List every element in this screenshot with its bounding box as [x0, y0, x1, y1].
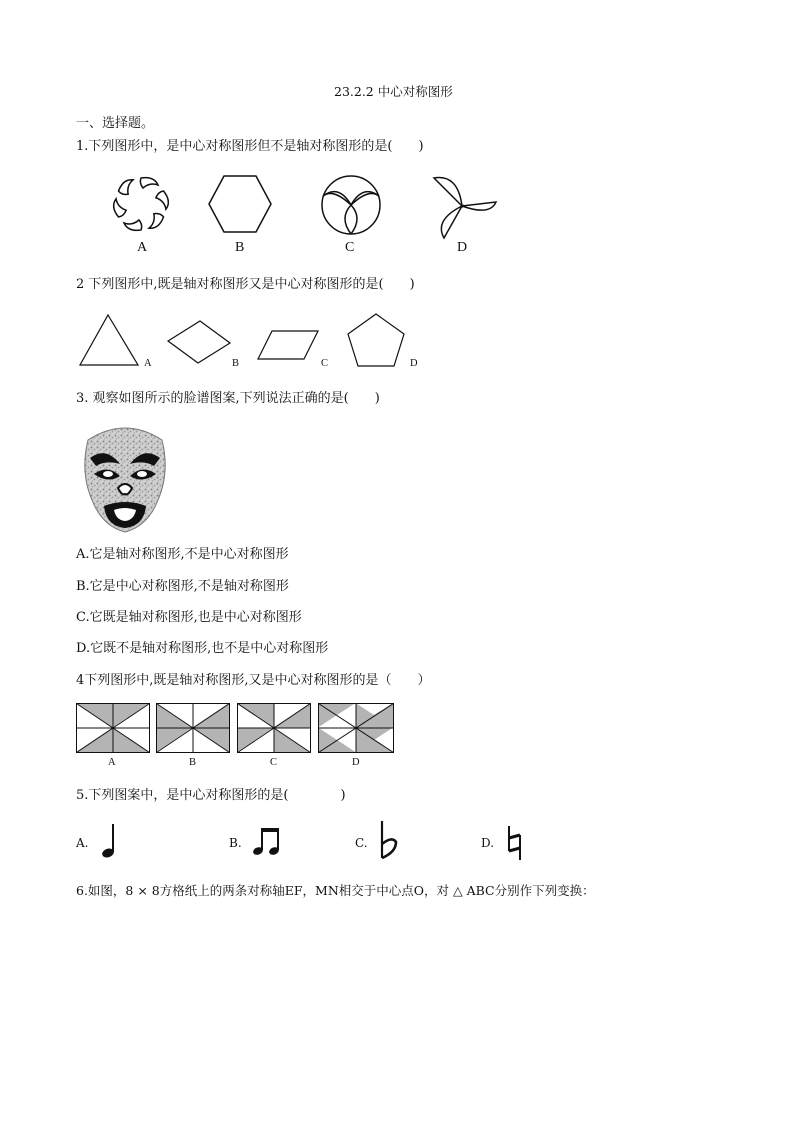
q1-stem: 1.下列图形中，是中心对称图形但不是轴对称图形的是( ) [76, 139, 424, 154]
q4-figure-d [318, 703, 394, 753]
q4-figure-c [237, 703, 311, 753]
q1-figure-c-circle-petals [319, 174, 383, 236]
q2-figure-c-parallelogram [256, 329, 320, 361]
quarter-note-icon [100, 822, 118, 860]
q1-figure-d-three-blades [430, 172, 500, 242]
q4-figure-a [76, 703, 150, 753]
q2-figure-d-pentagon [346, 312, 406, 368]
q2-label-a: A [144, 358, 152, 369]
natural-sign-icon [505, 825, 525, 861]
q3-stem: 3. 观察如图所示的脸谱图案,下列说法正确的是( ) [76, 391, 380, 406]
q4-label-d: D [352, 757, 360, 768]
page-title: 23.2.2 中心对称图形 [334, 84, 453, 99]
q3-option-c: C.它既是轴对称图形,也是中心对称图形 [76, 610, 302, 625]
q4-label-c: C [270, 757, 278, 768]
q2-figure-b-rhombus [166, 319, 232, 365]
q1-label-b: B [235, 240, 245, 255]
flat-sign-icon [378, 820, 400, 860]
q4-label-a: A [108, 757, 116, 768]
q3-option-a: A.它是轴对称图形,不是中心对称图形 [76, 547, 289, 562]
q4-stem: 4下列图形中,既是轴对称图形,又是中心对称图形的是（ ） [76, 673, 431, 688]
q2-stem: 2 下列图形中,既是轴对称图形又是中心对称图形的是( ) [76, 277, 415, 292]
q3-opera-mask-image [78, 422, 172, 534]
q4-label-b: B [189, 757, 197, 768]
q1-label-a: A [137, 240, 148, 255]
q5-label-d: D. [481, 836, 495, 850]
q1-figure-b-hexagon [207, 174, 273, 234]
q1-label-d: D [457, 240, 468, 255]
q1-label-c: C [345, 240, 355, 255]
q2-figure-a-triangle [78, 313, 142, 367]
q5-label-b: B. [229, 836, 242, 850]
q3-option-d: D.它既不是轴对称图形,也不是中心对称图形 [76, 641, 329, 656]
q6-stem: 6.如图，8 × 8方格纸上的两条对称轴EF，MN相交于中心点O，对 △ ABC分别作下列变换： [76, 883, 595, 898]
q2-label-b: B [232, 358, 240, 369]
beamed-eighth-notes-icon [252, 826, 282, 858]
q5-label-c: C. [355, 836, 368, 850]
section-heading: 一、选择题。 [76, 116, 155, 131]
q1-figure-a-pinwheel [106, 173, 176, 235]
q2-label-c: C [321, 358, 329, 369]
q5-stem: 5.下列图案中，是中心对称图形的是( ) [76, 788, 346, 803]
q3-option-b: B.它是中心对称图形,不是轴对称图形 [76, 579, 289, 594]
q2-label-d: D [410, 358, 418, 369]
q5-label-a: A. [76, 836, 89, 850]
q4-figure-b [156, 703, 230, 753]
